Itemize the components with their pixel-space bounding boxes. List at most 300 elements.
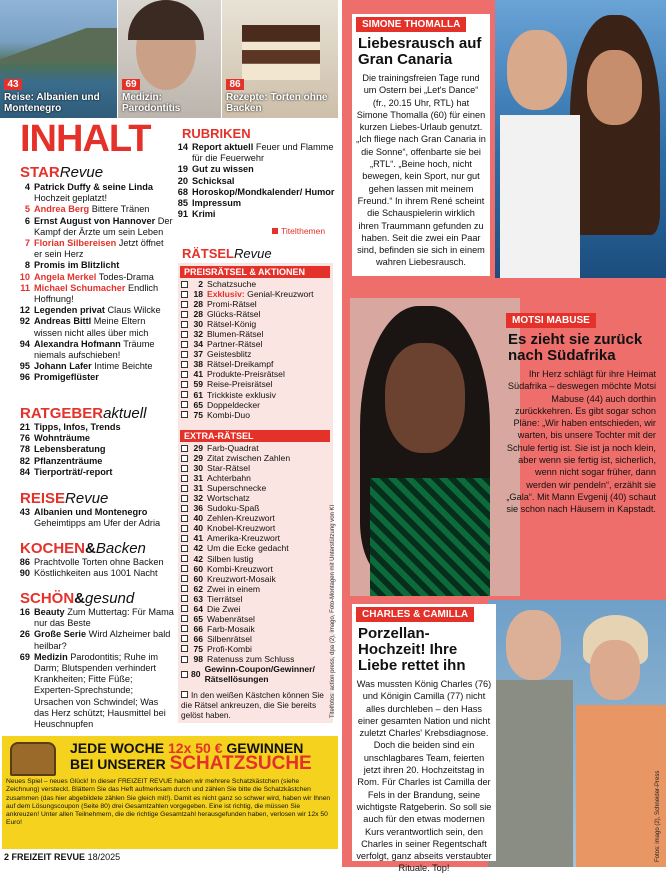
item-title: Tipps, Infos, Trends [34,422,121,432]
raetsel-name [207,359,273,369]
article-body: Die trainingsfreien Tage rund um Ostern bei „Let's Dance“ (fr., 20.15 Uhr, RTL) hat Simone Thomalla (60) für einen kurzen Liebes-Urlaub genutzt. „Ich fliege nach Gran Canaria in die Sonne“, offenbarte sie bei „RTL“. „Beine hoch, nicht bewegen, kein Sport, nur gut gehen lassen mit meinem Freund.“ In ihrem René scheint die Schauspielerin wirklich ihren Traummann gefunden zu haben. Seit die zwei ein Paar sind, befinden sie sich in einem wahren Liebesrausch. [356,73,486,268]
page-number: 62 [193,583,203,594]
raetsel-note: In den weißen Kästchen können Sie die Rätsel ankreuzen, die Sie bereits gelöst haben. [181,690,324,720]
raetsel-item[interactable] [181,339,333,349]
checkbox[interactable] [181,585,188,592]
page-number: 2 [198,279,203,289]
checkbox[interactable] [181,635,188,642]
item-text: Zehlen-Kreuzwort [207,513,275,524]
list-item[interactable] [14,456,174,467]
preisraetsel-list [181,279,333,420]
checkbox[interactable] [181,291,188,298]
article-charles[interactable] [352,604,496,874]
woman-face [587,50,642,125]
checkbox[interactable] [181,505,188,512]
raetsel-item[interactable] [181,634,333,644]
page-number: 30 [193,319,203,330]
item-text: Kreuzwort-Mosaik [207,573,276,584]
item-text [34,204,149,215]
photo-mabuse [350,298,520,596]
checkbox[interactable] [181,525,188,532]
raetsel-name [207,574,276,584]
item-sub: Endlich Hoffnung! [34,282,159,305]
checkbox[interactable] [181,656,188,663]
page-number: 69 [19,651,30,662]
item-title: Horoskop/Mondkalender/ Humor [192,186,335,197]
item-text: Silbenrätsel [207,633,252,644]
raetsel-item[interactable] [181,359,333,369]
checkbox[interactable] [181,565,188,572]
rubriken-list [172,142,337,220]
thumb-caption: 69 Medizin: Parodontitis [122,79,181,114]
raetsel-name [207,410,250,420]
section-star: STARRevue [20,164,104,181]
raetsel-item[interactable] [181,453,333,463]
raetsel-item[interactable] [181,624,333,634]
item-sub: Parodontitis; Ruhe im Darm; Blutspenden verhindert Krankheiten; Fitte Füße; Experten-Sprechstunde; Ursachen von Schwindel; Was das Herz schützt; Hausmittel bei Heuschnupfen [34,651,166,730]
page-number: 76 [19,433,30,444]
raetsel-name [207,493,250,503]
item-text: Gewinn-Coupon/Gewinner/ Rätsellösungen [204,664,315,685]
banner-headline: JEDE WOCHE 12x 50 € GEWINNEN BEI UNSERER SCHATZSUCHE [70,740,312,774]
raetsel-item[interactable] [181,443,333,453]
page-number: 42 [193,553,203,564]
checkbox[interactable] [181,391,188,398]
credit-right: Fotos: imago (2), Schneider-Press [655,770,661,862]
section-schoen: SCHÖN&gesund [20,590,135,607]
list-item[interactable] [14,557,174,568]
item-text [34,305,161,316]
item-text: Schatzsuche [207,279,257,289]
raetsel-item[interactable] [181,410,333,420]
item-sub: Bittere Tränen [91,204,150,215]
raetsel-item[interactable] [181,329,333,339]
page-number: 11 [20,282,30,293]
checkbox[interactable] [181,671,188,678]
extraraetsel-list [181,443,333,684]
checkbox[interactable] [181,645,188,652]
list-item[interactable] [14,361,174,372]
item-text [34,444,105,455]
list-item[interactable] [14,260,174,271]
section-rubriken: RUBRIKEN [182,126,251,141]
item-text [34,316,174,338]
checkbox[interactable] [181,455,188,462]
item-text: Trickkiste exklusiv [207,389,276,400]
page-number: 60 [193,573,203,584]
checkbox[interactable] [181,495,188,502]
list-item[interactable] [172,198,337,209]
raetsel-item[interactable] [181,594,333,604]
woman-face [590,640,640,700]
page-number: 12 [19,305,30,316]
mountain-shape [0,28,117,63]
checkbox[interactable] [181,311,188,318]
thumb-reise[interactable] [0,0,117,118]
item-title: Tierporträt/-report [34,466,113,477]
checkbox[interactable] [181,381,188,388]
article-headline: Liebesrausch auf Gran Canaria [358,35,482,68]
item-text [34,607,174,629]
raetsel-item[interactable] [181,513,333,523]
item-flag: Exklusiv: [207,289,245,300]
item-title: Florian Silbereisen [34,238,117,249]
page-title: INHALT [20,118,151,160]
item-sub: Meine Eltern wissen nicht alles über mich [34,316,149,338]
raetsel-item[interactable] [181,279,333,289]
item-text [34,372,99,383]
page-number: 90 [19,568,30,579]
raetsel-item[interactable] [181,644,333,654]
raetsel-item[interactable] [181,289,333,299]
raetsel-name [207,463,250,473]
article-headline: Es zieht sie zurück nach Südafrika [508,331,643,364]
page-number: 30 [193,463,203,474]
list-item[interactable] [14,467,174,478]
item-text: Promi-Rätsel [207,299,257,310]
man-suit [488,680,573,867]
raetsel-name [207,584,260,594]
page-number: 7 [24,238,30,249]
item-text: Wabenrätsel [207,613,255,624]
page-number: 40 [193,523,203,534]
checkbox[interactable] [181,545,188,552]
item-text: Knobel-Kreuzwort [207,523,276,534]
page-number: 36 [193,503,203,514]
page-number: 34 [193,339,203,350]
checkbox[interactable] [181,411,188,418]
raetsel-item[interactable] [181,554,333,564]
dress-shape [370,478,490,596]
photo-charles [488,600,666,867]
list-item[interactable] [172,164,337,175]
page-number: 18 [193,289,203,300]
list-item[interactable] [14,372,174,383]
raetsel-item[interactable] [181,309,333,319]
article-thomalla[interactable] [352,14,490,276]
checkbox[interactable] [181,331,188,338]
page-number: 86 [19,557,30,567]
list-item[interactable] [172,209,337,220]
raetsel-name [207,400,260,410]
list-item[interactable] [14,283,174,305]
raetsel-item[interactable] [181,533,333,543]
woman-hair [570,15,660,235]
page-number: 14 [177,142,188,152]
list-item[interactable] [14,305,174,316]
kochen-list [14,557,174,579]
item-title: Beauty [34,607,65,617]
item-title: Michael Schumacher [34,282,126,293]
list-item[interactable] [14,433,174,444]
page-number: 41 [193,369,203,380]
item-text [34,182,174,204]
item-text [34,260,119,271]
item-title: Angela Merkel [34,271,97,282]
page-number: 28 [193,299,203,310]
item-text: Die Zwei [207,603,241,614]
raetsel-name [207,279,256,289]
checkbox[interactable] [181,445,188,452]
item-text: Farb-Quadrat [207,443,259,453]
page-number: 96 [19,372,30,383]
checkbox[interactable] [181,465,188,472]
raetsel-name [207,473,251,483]
raetsel-item[interactable] [181,369,333,379]
item-text [192,176,234,187]
section-raetsel: RÄTSELRevue [182,246,272,261]
item-text [192,209,216,220]
page-number: 29 [193,453,203,464]
item-text: Star-Rätsel [207,463,250,474]
item-title: Report aktuell [192,142,254,152]
page-number: 59 [193,379,203,390]
raetsel-item[interactable] [181,379,333,389]
item-text [34,507,174,529]
checkbox[interactable] [181,605,188,612]
list-item[interactable] [14,182,174,204]
checkbox[interactable] [181,371,188,378]
man-face [506,610,561,680]
item-title: Ernst August von Hannover [34,215,156,226]
thumb-caption: 86 Rezepte: Torten ohne Backen [226,79,328,114]
raetsel-name [207,379,272,389]
thumb-rezepte[interactable] [222,0,338,118]
item-title: Promis im Blitzlicht [34,260,120,271]
item-title: Große Serie [34,629,87,640]
page-footer: 2 FREIZEIT REVUE 18/2025 [4,852,121,862]
list-item[interactable] [14,652,174,730]
raetsel-item[interactable] [181,574,333,584]
list-item[interactable] [14,568,174,579]
checkbox[interactable] [181,535,188,542]
page-number: 66 [193,623,203,634]
page-number: 43 [19,507,30,517]
page-number: 66 [193,633,203,644]
raetsel-item[interactable] [181,503,333,513]
item-text [34,456,102,467]
list-item[interactable] [14,507,174,529]
item-title: Patrick Duffy & seine Linda [34,182,153,192]
item-text: Kombi-Kreuzwort [207,563,273,574]
checkbox[interactable] [181,595,188,602]
item-title: Pflanzenträume [34,455,103,466]
reise-list [14,507,174,529]
hair-shape [128,0,204,40]
raetsel-item[interactable] [181,654,333,664]
raetsel-name [207,554,253,564]
item-text: Um die Ecke gedacht [207,543,289,554]
page-number: 19 [177,164,188,175]
list-item[interactable] [172,187,337,198]
page-number: 4 [24,182,30,192]
raetsel-item[interactable] [181,473,333,483]
raetsel-name [207,349,251,359]
item-text: Sudoku-Spaß [207,503,260,514]
page-number: 68 [177,186,188,197]
page-number: 16 [19,607,30,617]
list-item[interactable] [14,607,174,629]
list-item[interactable] [14,339,174,361]
raetsel-item[interactable] [181,543,333,553]
item-title: Andreas Bittl [34,316,92,327]
section-ratgeber: RATGEBERaktuell [20,405,147,422]
item-text [34,283,174,305]
raetsel-item[interactable] [181,604,333,614]
list-item[interactable] [14,316,174,338]
item-text [34,339,174,361]
page-number: 38 [193,359,203,370]
checkbox[interactable] [181,575,188,582]
page-number: 75 [193,409,203,420]
item-title: Johann Lafer [34,361,92,372]
article-headline: Porzellan-Hochzeit! Ihre Liebe rettet ihn [358,625,466,674]
item-text [34,433,90,444]
raetsel-item[interactable] [181,614,333,624]
checkbox[interactable] [181,321,188,328]
list-item[interactable] [14,444,174,455]
item-title: Lebensberatung [34,444,106,455]
raetsel-item[interactable] [181,319,333,329]
item-title: Krimi [192,209,216,220]
article-mabuse[interactable] [506,310,656,600]
list-item[interactable] [14,272,174,283]
item-title: Wohnträume [34,433,90,444]
thumb-medizin[interactable] [118,0,221,118]
page-number: 40 [193,513,203,524]
checkbox[interactable] [181,401,188,408]
raetsel-item[interactable] [181,493,333,503]
raetsel-name [207,614,255,624]
item-text [192,198,241,209]
list-item[interactable] [14,238,174,260]
item-text: Genial-Kreuzwort [247,289,314,300]
item-text: Doppeldecker [207,399,261,410]
page-number: 94 [19,338,30,349]
raetsel-item[interactable] [181,299,333,309]
page-number: 92 [19,316,30,327]
item-text [192,164,254,175]
checkbox[interactable] [181,555,188,562]
item-title: Alexandra Hofmann [34,338,121,349]
page-number: 21 [19,422,30,432]
checkbox[interactable] [181,281,188,288]
item-text [34,238,174,260]
item-sub: Zum Muttertag: Für Mama nur das Beste [34,607,174,629]
item-title: Impressum [192,198,242,209]
schoen-list [14,607,174,730]
item-text: Farb-Mosaik [207,623,255,634]
item-text: Silben lustig [207,553,254,564]
raetsel-item[interactable] [181,523,333,533]
checkbox[interactable] [181,351,188,358]
item-text: Profi-Kombi [207,643,252,654]
item-text: Tierrätsel [207,593,243,604]
item-text: Geistesblitz [207,349,252,360]
list-item[interactable] [14,204,174,215]
checkbox[interactable] [181,301,188,308]
page-number: 65 [193,613,203,624]
item-title: Albanien und Montenegro [34,507,148,517]
item-text [192,187,334,198]
page-number: 29 [193,443,203,453]
checkbox[interactable] [181,625,188,632]
raetsel-name [207,624,255,634]
raetsel-name [207,443,259,453]
raetsel-item[interactable] [181,584,333,594]
page-number: 98 [193,653,203,664]
item-text [34,568,158,579]
checkbox[interactable] [181,361,188,368]
raetsel-item[interactable] [181,463,333,473]
raetsel-item[interactable] [181,483,333,493]
raetsel-name [207,309,260,319]
list-item[interactable] [14,629,174,651]
list-item[interactable] [14,216,174,238]
item-text: Produkte-Preisrätsel [207,369,285,380]
page-number: 10 [19,271,30,282]
page-number: 32 [193,329,203,340]
raetsel-item[interactable] [181,564,333,574]
item-sub: Hochzeit geplatzt! [34,193,108,204]
page-number: 32 [193,493,203,504]
checkbox[interactable] [181,475,188,482]
checkbox[interactable] [181,485,188,492]
item-sub: Der Kampf der Ärzte um sein Leben [34,215,173,237]
page-number: 64 [193,603,203,614]
page-number: 82 [19,455,30,466]
raetsel-name [207,390,276,400]
raetsel-name [207,503,260,513]
page-number: 78 [19,444,30,455]
page-number: 8 [24,260,30,271]
page-number: 28 [193,309,203,320]
list-item[interactable] [172,176,337,187]
banner-text: Neues Spiel – neues Glück! In dieser FREIZEIT REVUE haben wir mehrere Schatzkästchen (siehe Zeichnung) versteckt. Blättern Sie das Heft aufmerksam durch und zählen Sie bitte die Schatzkästchen zusammen (das hier abgebildete zählen Sie gleich mit!). Damit es nicht ganz so schwer wird, haben wir Ihnen auf dem Lösungscoupon (Seite 80) drei Gesamtzahlen vorgegeben. Eine ist richtig, die müssen Sie ankreuzen! Unter allen Teilnehmern, die die richtige Gesamtzahl herausgefunden haben, verlosen wir 12x 50 Euro! [6,778,331,827]
page-number: 31 [193,483,203,494]
raetsel-item[interactable] [181,664,333,684]
item-text [34,467,112,478]
item-text: Wortschatz [207,493,250,504]
raetsel-item[interactable] [181,390,333,400]
checkbox[interactable] [181,515,188,522]
item-title: Legenden privat [34,305,105,316]
list-item[interactable] [14,422,174,433]
checkbox[interactable] [181,615,188,622]
checkbox[interactable] [181,341,188,348]
article-body: Ihr Herz schlägt für ihre Heimat Südafrika – deswegen möchte Motsi Mabuse (44) auch dorthin zurückkehren. Es gibt sogar schon Pläne: „Wir haben entschieden, wir warten, bis unsere Tochter mit der Schule fertig ist. Sie ist ja noch klein, aber wenn sie fertig ist, sicherlich, wenn nicht sogar früher, dann werden wir pendeln“, erzählt sie „Gala“. Mit Mann Evgenij (40) schaut sie schon nach Häusern in Kapstadt. [506,369,656,515]
item-sub: Jetzt öffnet er sein Herz [34,238,164,260]
raetsel-item[interactable] [181,400,333,410]
raetsel-name [207,644,252,654]
item-text: Ratenuss zum Schluss [207,653,295,664]
section-kochen: KOCHEN&Backen [20,540,146,557]
item-text: Zitat zwischen Zahlen [207,453,291,464]
page-number: 20 [177,175,188,186]
item-text [34,629,174,651]
raetsel-name [207,319,256,329]
item-text: Superschnecke [207,483,267,494]
page-number: 85 [177,198,188,209]
raetsel-name [207,369,285,379]
raetsel-name [207,564,273,574]
list-item[interactable] [172,142,337,164]
raetsel-item[interactable] [181,349,333,359]
item-text: Rätsel-Dreikampf [207,359,274,370]
article-tag: SIMONE THOMALLA [356,17,466,32]
item-sub: Todes-Drama [98,271,154,282]
article-tag: MOTSI MABUSE [506,313,596,328]
